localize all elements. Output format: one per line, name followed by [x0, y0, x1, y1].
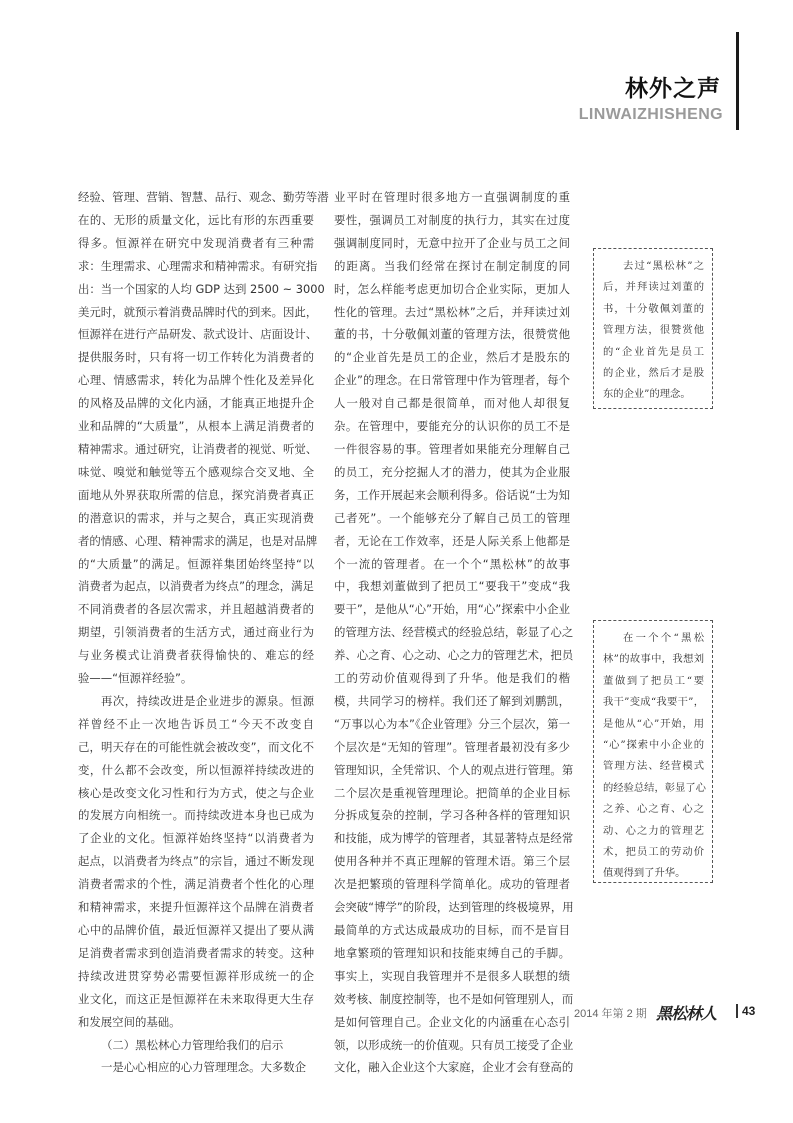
text-line: 次是把繁琐的管理科学简单化。成功的管理者 [334, 877, 570, 892]
pull-quote-line: 董做到了把员工“要 [603, 674, 704, 687]
text-line: 的“大质量”的满足。恒源祥集团始终坚持“以 [78, 556, 314, 571]
pull-quote-line: 在一个个“黑松 [623, 632, 704, 644]
text-line: 的员工，充分挖掘人才的潜力，使其为企业服 [334, 464, 570, 479]
text-line: 己者死”。一个能够充分了解自己员工的管理 [334, 510, 570, 525]
text-line: 会突破“博学”的阶段，达到管理的终极境界，用 [334, 900, 574, 915]
text-line: 管理知识，全凭常识、个人的观点进行管理。第 [334, 762, 574, 777]
page-footer [560, 1001, 770, 1021]
text-line: 和技能，成为博学的管理者，其显著特点是经常 [334, 831, 574, 846]
pull-quote-box-2 [593, 620, 713, 883]
text-line: 的风格及品牌的文化内涵，才能真正地提升企 [78, 396, 314, 411]
pull-quote-line: 后，并拜读过刘董的 [603, 281, 704, 294]
text-line: 最简单的方式达成最成功的目标，而不是盲目 [334, 923, 570, 937]
text-line: 的距离。当我们经常在探讨在制定制度的同 [334, 258, 570, 273]
pull-quote-line: 管理方法，很赞赏他 [603, 324, 704, 337]
text-line: 消费者需求的个性，满足消费者个性化的心理 [78, 877, 314, 892]
text-line: 在的、无形的质量文化，远比有形的东西重要 [78, 212, 314, 227]
page-number: 43 [736, 1004, 759, 1018]
text-line: 起点，以消费者为终点”的宗旨，通过不断发现 [78, 854, 314, 869]
text-line: 效考核、制度控制等，也不是如何管理别人，而 [334, 991, 574, 1006]
text-line: 持续改进贯穿势必需要恒源祥形成统一的企 [78, 968, 314, 983]
pull-quote-box-1 [593, 248, 713, 409]
text-line: 和发展空间的基础。 [78, 1014, 181, 1029]
text-line: 的管理方法、经营模式的经验总结，彰显了心之 [334, 625, 574, 640]
pull-quote-line: “心”探索中小企业的 [603, 739, 704, 752]
text-line: 个一流的管理者。在一个个“黑松林”的故事 [334, 556, 570, 571]
text-line: 再次，持续改进是企业进步的源泉。恒源 [101, 693, 314, 708]
text-line: 消费者为起点，以消费者为终点”的理念，满足 [78, 579, 314, 594]
pull-quote-line: 之养、心之育、心之 [603, 803, 704, 816]
text-line: 者，无论在工作效率，还是人际关系上他都是 [334, 533, 570, 548]
pull-quote-line: 书，十分敬佩刘董的 [603, 302, 704, 315]
text-line: 验——“恒源祥经验”。 [78, 671, 193, 686]
text-line: 面地从外界获取所需的信息，探究消费者真正 [78, 487, 314, 502]
text-line: 祥曾经不止一次地告诉员工“今天不改变自 [78, 716, 314, 731]
text-line: 精神需求。通过研究，让消费者的视觉、听觉、 [78, 441, 318, 456]
magazine-brand-logo: 黑松林人 [656, 1004, 717, 1023]
text-line: 美元时，就预示着消费品牌时代的到来。因此， [78, 304, 318, 319]
text-line: 是如何管理自己。企业文化的内涵重在心态引 [334, 1014, 570, 1029]
text-line: 心理、情感需求，转化为品牌个性化及差异化 [78, 373, 314, 388]
text-line: 一件很容易的事。管理者如果能充分理解自己 [334, 441, 570, 456]
text-line: 杂。在管理中，要能充分的认识你的员工不是 [334, 419, 570, 434]
text-line: 恒源祥在进行产品研发、款式设计、店面设计、 [78, 327, 318, 342]
text-line: 人一般对自己都是很简单，而对他人却很复 [334, 396, 570, 411]
issue-label: 2014 年第 2 期 [574, 1008, 647, 1020]
text-line: 得多。恒源祥在研究中发现消费者有三种需 [78, 235, 314, 250]
text-line: 的发展方向相统一。而持续改进本身也已成为 [78, 808, 314, 823]
pull-quote-line: 去过“黑松林”之 [623, 260, 704, 272]
text-line: 一是心心相应的心力管理理念。大多数企 [101, 1060, 307, 1075]
text-line: 使用各种并不真正理解的管理术语。第三个层 [334, 854, 570, 869]
text-line: 董的书，十分敬佩刘董的管理方法，很赞赏他 [334, 327, 570, 342]
text-line: 者的情感、心理、精神需求的满足，也是对品牌 [78, 533, 318, 548]
text-line: 时，怎么样能考虑更加切合企业实际，更加人 [334, 281, 570, 296]
text-line: 企业”的理念。在日常管理中作为管理者，每个 [334, 373, 570, 388]
pull-quote-line: 的企业，然后才是股 [603, 367, 704, 380]
text-line: 变，什么都不会改变，所以恒源祥持续改进的 [78, 762, 314, 777]
text-line: 要性，强调员工对制度的执行力，其实在过度 [334, 212, 570, 227]
text-line: 味觉、嗅觉和触觉等五个感观综合交叉地、全 [78, 464, 314, 479]
pull-quote-line: 东的企业”的理念。 [603, 388, 691, 401]
text-line: 事实上，实现自我管理并不是很多人联想的绩 [334, 968, 570, 983]
text-line: 业文化，而这正是恒源祥在未来取得更大生存 [78, 991, 314, 1006]
text-line: 了企业的文化。恒源祥始终坚持“以消费者为 [78, 831, 314, 846]
text-line: 文化，融入企业这个大家庭，企业才会有登高的 [334, 1060, 574, 1075]
body-column-right [334, 186, 574, 1079]
text-line: 不同消费者的各层次需求，并且超越消费者的 [78, 602, 314, 617]
text-line: 业平时在管理时很多地方一直强调制度的重 [334, 190, 570, 204]
text-line: 个层次是“无知的管理”。管理者最初没有多少 [334, 739, 570, 754]
pull-quote-line: 管理方法、经营模式 [603, 760, 704, 773]
text-line: 期望，引领消费者的生活方式，通过商业行为 [78, 625, 314, 640]
text-line: （二）黑松林心力管理给我们的启示 [101, 1037, 284, 1052]
text-line: 的“企业首先是员工的企业，然后才是股东的 [334, 350, 570, 365]
text-line: 工的劳动价值观得到了升华。他是我们的楷 [334, 671, 570, 686]
pull-quote-line: 的“企业首先是员工 [603, 345, 704, 358]
header-rule [736, 32, 739, 130]
text-line: 地拿繁琐的管理知识和技能束缚自己的手脚。 [334, 945, 570, 960]
text-line: 性化的管理。去过“黑松林”之后，并拜读过刘 [334, 304, 570, 319]
pull-quote-line: 是他从“心”开始，用 [603, 717, 704, 730]
pull-quote-line: 动、心之力的管理艺 [603, 824, 704, 837]
text-line: 业和品牌的“大质量”，从根本上满足消费者的 [78, 419, 314, 434]
text-line: 出：当一个国家的人均 GDP 达到 2500 ~ 3000 [78, 281, 325, 296]
text-line: 经验、管理、营销、智慧、品行、观念、勤劳等潜 [78, 190, 329, 204]
text-line: 核心是改变文化习性和行为方式，使之与企业 [78, 785, 314, 800]
text-line: 中，我想刘董做到了把员工“要我干”变成“我 [334, 579, 570, 594]
text-line: 己，明天存在的可能性就会被改变”，而文化不 [78, 739, 314, 754]
text-line: 足消费者需求到创造消费者需求的转变。这种 [78, 945, 314, 960]
pull-quote-line: 我干”变成“我要干”， [603, 696, 704, 709]
text-line: 求：生理需求、心理需求和精神需求。有研究指 [78, 258, 318, 273]
section-pinyin: LINWAIZHISHENG [578, 106, 723, 123]
pull-quote-line: 值观得到了升华。 [603, 867, 686, 880]
body-column-left [78, 186, 329, 1079]
text-line: 二个层次是重视管理理论。把简单的企业目标 [334, 785, 570, 800]
text-line: 强调制度同时，无意中拉开了企业与员工之间 [334, 235, 570, 250]
text-line: 和精神需求，来提升恒源祥这个品牌在消费者 [78, 900, 314, 915]
text-line: 与业务模式让消费者获得愉快的、难忘的经 [78, 648, 314, 663]
text-line: 分拆成复杂的控制，学习各种各样的管理知识 [334, 808, 570, 823]
text-line: 模，共同学习的榜样。我们还了解到刘鹏凯， [334, 693, 570, 708]
text-line: 要干”，是他从“心”开始，用“心”探索中小企业 [334, 602, 570, 617]
text-line: 的潜意识的需求，并与之契合，真正实现消费 [78, 510, 314, 525]
pull-quote-line: 的经验总结，彰显了心 [603, 781, 706, 794]
text-line: 心中的品牌价值，最近恒源祥又提出了要从满 [78, 923, 314, 937]
section-title: 林外之声 [625, 76, 721, 102]
text-line: 提供服务时，只有将一切工作转化为消费者的 [78, 350, 314, 365]
pull-quote-line: 林”的故事中，我想刘 [603, 653, 704, 666]
text-line: “万事以心为本”《企业管理》分三个层次，第一 [334, 716, 570, 731]
text-line: 务，工作开展起来会顺利得多。俗话说“士为知 [334, 487, 570, 502]
text-line: 养、心之育、心之动、心之力的管理艺术，把员 [334, 648, 574, 663]
pull-quote-line: 术，把员工的劳动价 [603, 846, 704, 859]
text-line: 领，以形成统一的价值观。只有员工接受了企业 [334, 1037, 574, 1052]
